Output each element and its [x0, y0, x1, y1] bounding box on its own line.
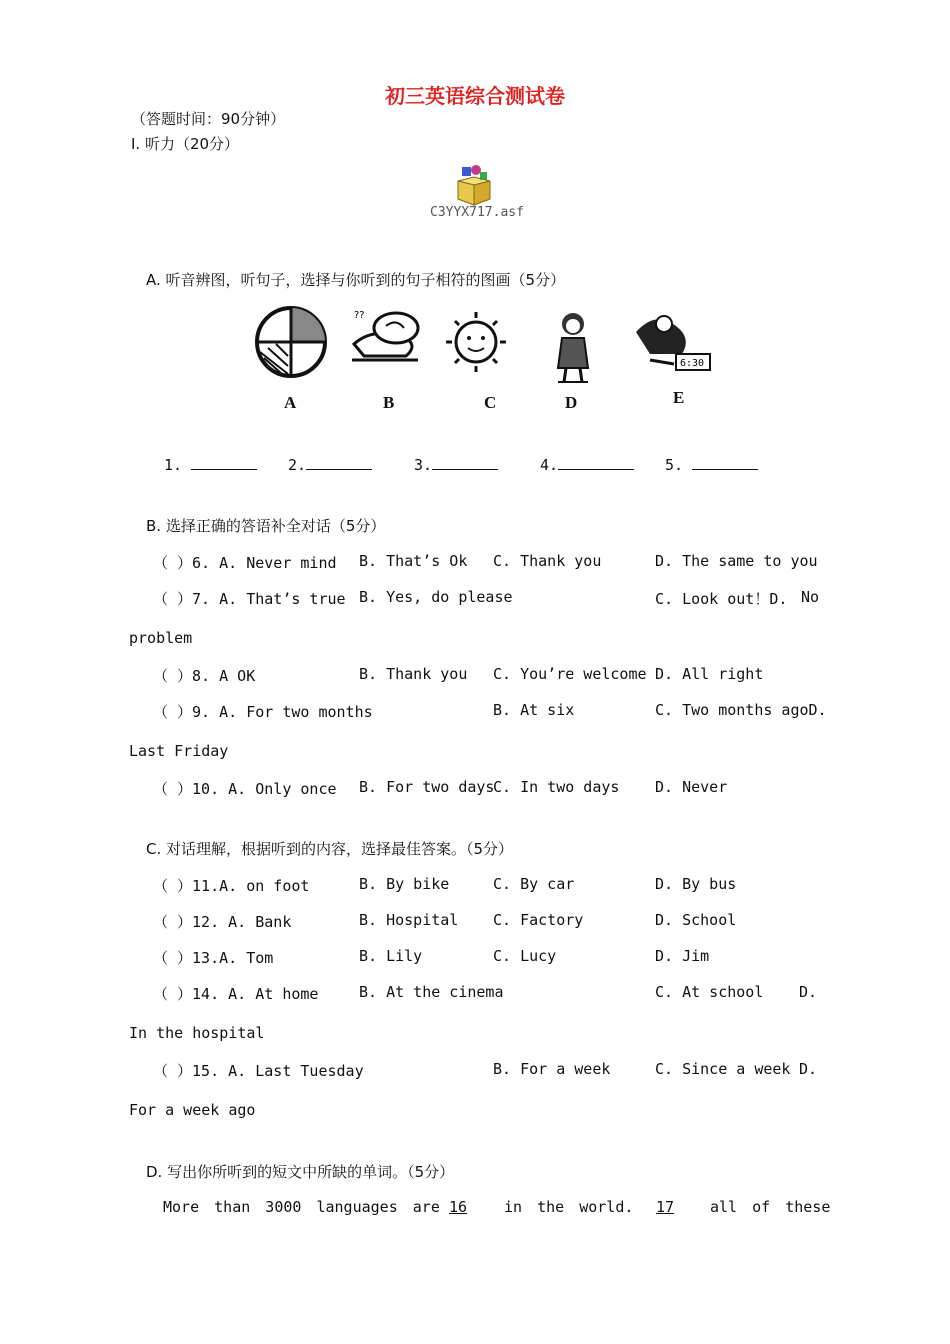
question-8-option-a: （ ）8. A OK	[153, 667, 256, 685]
part-d-heading: D. 写出你所听到的短文中所缺的单词。（5分）	[146, 1163, 455, 1181]
question-7-option-d: No	[801, 588, 820, 606]
question-9-option-c: C. Two months agoD.	[655, 701, 827, 719]
svg-text:6:30: 6:30	[680, 358, 705, 369]
part-a-heading: A. 听音辨图，听句子，选择与你听到的句子相符的图画（5分）	[146, 271, 566, 289]
passage-line-start: More than 3000 languages are	[163, 1198, 440, 1216]
picture-label-c: C	[484, 393, 497, 412]
answer-blank-4[interactable]: 4.	[540, 455, 634, 474]
answer-blank-3[interactable]: 3.	[414, 455, 498, 474]
question-6-option-d: D. The same to you	[655, 552, 818, 570]
question-11-option-a: （ ）11.A. on foot	[153, 877, 310, 895]
question-7-wrap: problem	[129, 629, 193, 647]
question-15-option-d: D.	[799, 1060, 818, 1078]
question-12-option-c: C. Factory	[493, 911, 584, 929]
question-13-option-c: C. Lucy	[493, 947, 557, 965]
question-14-wrap: In the hospital	[129, 1024, 265, 1042]
picture-d-girl	[558, 313, 588, 382]
question-8-option-b: B. Thank you	[359, 665, 468, 683]
question-10-option-c: C. In two days	[493, 778, 620, 796]
question-14-option-b: B. At the cinema	[359, 983, 504, 1001]
picture-e-person-clock	[636, 316, 710, 370]
question-7-option-b: B. Yes, do please	[359, 588, 513, 606]
question-10-option-a: （ ）10. A. Only once	[153, 780, 337, 798]
question-11-option-d: D. By bus	[655, 875, 737, 893]
question-6-option-c: C. Thank you	[493, 552, 602, 570]
svg-text:??: ??	[354, 310, 365, 321]
passage-blank-16[interactable]: 16	[448, 1198, 468, 1216]
picture-label-b: B	[383, 393, 395, 412]
part-b-heading: B. 选择正确的答语补全对话（5分）	[146, 517, 386, 535]
question-12-option-b: B. Hospital	[359, 911, 459, 929]
question-6-option-b: B. That’s Ok	[359, 552, 468, 570]
question-9-option-a: （ ）9. A. For two months	[153, 703, 373, 721]
question-13-option-b: B. Lily	[359, 947, 423, 965]
question-9-option-b: B. At six	[493, 701, 575, 719]
audio-filename[interactable]: C3YYX717.asf	[430, 205, 524, 220]
question-6-option-a: （ ）6. A. Never mind	[153, 554, 337, 572]
question-12-option-d: D. School	[655, 911, 737, 929]
question-11-option-b: B. By bike	[359, 875, 450, 893]
package-icon[interactable]	[450, 163, 496, 207]
section-heading-listening: Ⅰ. 听力（20分）	[131, 135, 240, 153]
answer-blank-1[interactable]: 1.	[164, 455, 257, 474]
question-9-wrap: Last Friday	[129, 742, 229, 760]
question-7-option-a: （ ）7. A. That’s true	[153, 590, 346, 608]
picture-label-d: D	[565, 393, 578, 412]
question-13-option-a: （ ）13.A. Tom	[153, 949, 274, 967]
question-14-option-a: （ ）14. A. At home	[153, 985, 319, 1003]
question-10-option-d: D. Never	[655, 778, 728, 796]
question-8-option-c: C. You’re welcome	[493, 665, 647, 683]
picture-b-sleeping	[352, 310, 418, 360]
picture-label-e: E	[673, 388, 685, 407]
question-12-option-a: （ ）12. A. Bank	[153, 913, 292, 931]
question-8-option-d: D. All right	[655, 665, 764, 683]
passage-blank-17[interactable]: 17	[655, 1198, 675, 1216]
question-15-option-a: （ ）15. A. Last Tuesday	[153, 1062, 364, 1080]
answer-blank-2[interactable]: 2.	[288, 455, 372, 474]
question-10-option-b: B. For two days	[359, 778, 495, 796]
question-14-option-c: C. At school	[655, 983, 764, 1001]
page-title: 初三英语综合测试卷	[385, 84, 565, 108]
picture-c-sun	[446, 312, 506, 372]
question-15-option-c: C. Since a week	[655, 1060, 791, 1078]
picture-a-pie	[257, 308, 325, 376]
part-c-heading: C. 对话理解，根据听到的内容，选择最佳答案。（5分）	[146, 840, 514, 858]
picture-label-a: A	[284, 393, 297, 412]
picture-row	[246, 298, 726, 390]
question-15-wrap: For a week ago	[129, 1101, 256, 1119]
time-note: （答题时间：90分钟）	[131, 110, 286, 128]
question-14-option-d: D.	[799, 983, 818, 1001]
question-15-option-b: B. For a week	[493, 1060, 611, 1078]
passage-line-middle: in the world.	[504, 1198, 634, 1216]
answer-blank-5[interactable]: 5.	[665, 455, 758, 474]
question-11-option-c: C. By car	[493, 875, 575, 893]
question-7-option-c: C. Look out！D.	[655, 590, 788, 608]
passage-line-end: all of these	[710, 1198, 831, 1216]
question-13-option-d: D. Jim	[655, 947, 710, 965]
